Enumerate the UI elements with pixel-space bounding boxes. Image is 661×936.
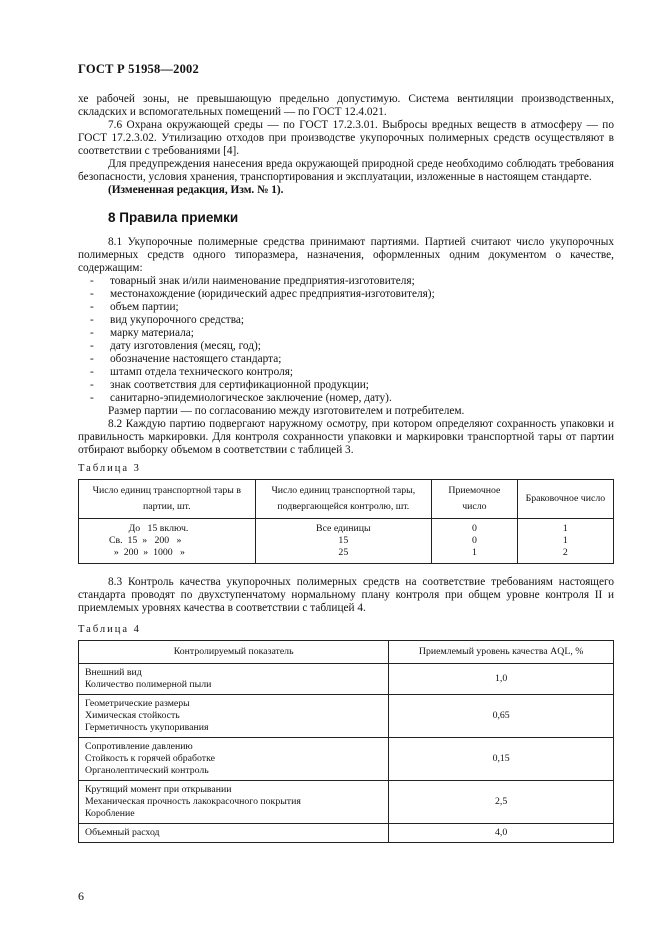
paragraph: Размер партии — по согласованию между изготовителем и потребителем. xyxy=(108,405,465,417)
table-row: Объемный расход 4,0 xyxy=(79,824,614,843)
table-header-cell: Приемлемый уровень качества AQL, % xyxy=(389,641,614,664)
paragraph-8-1: 8.1 Укупорочные полимерные средства принимают партиями. Партией считают число укупорочных полимерных средств одного типоразмера, назначения, оформленных одним документом о качестве, содержащим: xyxy=(78,236,614,274)
table-header-cell: Контролируемый показатель xyxy=(79,641,389,664)
list-item: - объем партии; xyxy=(90,301,614,314)
list-item: - местонахождение (юридический адрес предприятия-изготовителя); xyxy=(90,288,614,301)
table-header-cell: Приемочное число xyxy=(432,480,518,519)
document-header: ГОСТ Р 51958—2002 xyxy=(78,62,199,76)
list-item: - вид укупорочного средства; xyxy=(90,314,614,327)
table-row: Внешний вид Количество полимерной пыли 1,0 xyxy=(79,664,614,695)
list-item: - штамп отдела технического контроля; xyxy=(90,366,614,379)
table-row: Сопротивление давлению Стойкость к горячей обработке Органолептический контроль 0,15 xyxy=(79,738,614,781)
list-item: - дату изготовления (месяц, год); xyxy=(90,340,614,353)
list-item: - знак соответствия для сертификационной продукции; xyxy=(90,379,614,392)
table-row: Геометрические размеры Химическая стойкость Герметичность укупоривания 0,65 xyxy=(79,695,614,738)
table-header-cell: Число единиц транспортной тары, подвергающейся контролю, шт. xyxy=(255,480,432,519)
paragraph-8-2: 8.2 Каждую партию подвергают наружному осмотру, при котором определяют сохранность упаковки и правильность маркировки. Для контроля сохранности упаковки и маркировки транспортной тары от партии отбирают выборку объемом в соответствии с таблицей 3. xyxy=(78,418,614,456)
table-header-cell: Число единиц транспортной тары в партии, шт. xyxy=(79,480,256,519)
paragraph-8-3: 8.3 Контроль качества укупорочных полимерных средств на соответствие требованиям настоящего стандарта проводят по двухступенчатому нормальному плану контроля при общем уровне контроля II и приемлемых уровнях качества в соответствии с таблицей 4. xyxy=(78,576,614,614)
table-row: До 15 включ. Все единицы 0 1 xyxy=(79,519,614,536)
table-4 xyxy=(78,640,614,843)
list-item: - обозначение настоящего стандарта; xyxy=(90,353,614,366)
table-3 xyxy=(78,479,614,564)
table-header-cell: Браковочное число xyxy=(517,480,613,519)
page-content xyxy=(78,93,614,843)
table-row: Крутящий момент при открывании Механическая прочность лакокрасочного покрытия Коробление 2,5 xyxy=(79,781,614,824)
table-caption: Таблица 4 xyxy=(78,624,141,635)
page-number: 6 xyxy=(78,889,84,903)
table-row: » 200 » 1000 » 25 1 2 xyxy=(79,547,614,564)
table-caption: Таблица 3 xyxy=(78,463,141,474)
list-item: - марку материала; xyxy=(90,327,614,340)
table-row: Св. 15 » 200 » 15 0 1 xyxy=(79,535,614,547)
section-heading: 8 Правила приемки xyxy=(108,210,239,225)
list-item: - товарный знак и/или наименование предприятия-изготовителя; xyxy=(90,275,614,288)
paragraph: Для предупреждения нанесения вреда окружающей природной среде необходимо соблюдать требования безопасности, условия хранения, транспортирования и эксплуатации, изложенные в настоящем стандарте. xyxy=(78,158,614,183)
amendment-note: (Измененная редакция, Изм. № 1). xyxy=(108,184,284,196)
paragraph: хе рабочей зоны, не превышающую предельно допустимую. Система вентиляции производственных, складских и вспомогательных помещений — по ГОСТ 12.4.021. xyxy=(78,93,614,118)
requirements-list xyxy=(78,275,614,405)
list-item: - санитарно-эпидемиологическое заключение (номер, дату). xyxy=(90,392,614,405)
paragraph-7-6: 7.6 Охрана окружающей среды — по ГОСТ 17.2.3.01. Выбросы вредных веществ в атмосферу — по ГОСТ 17.2.3.02. Утилизацию отходов при производстве укупорочных полимерных средств осуществляют в соответствии с требованиями [4]. xyxy=(78,119,614,157)
